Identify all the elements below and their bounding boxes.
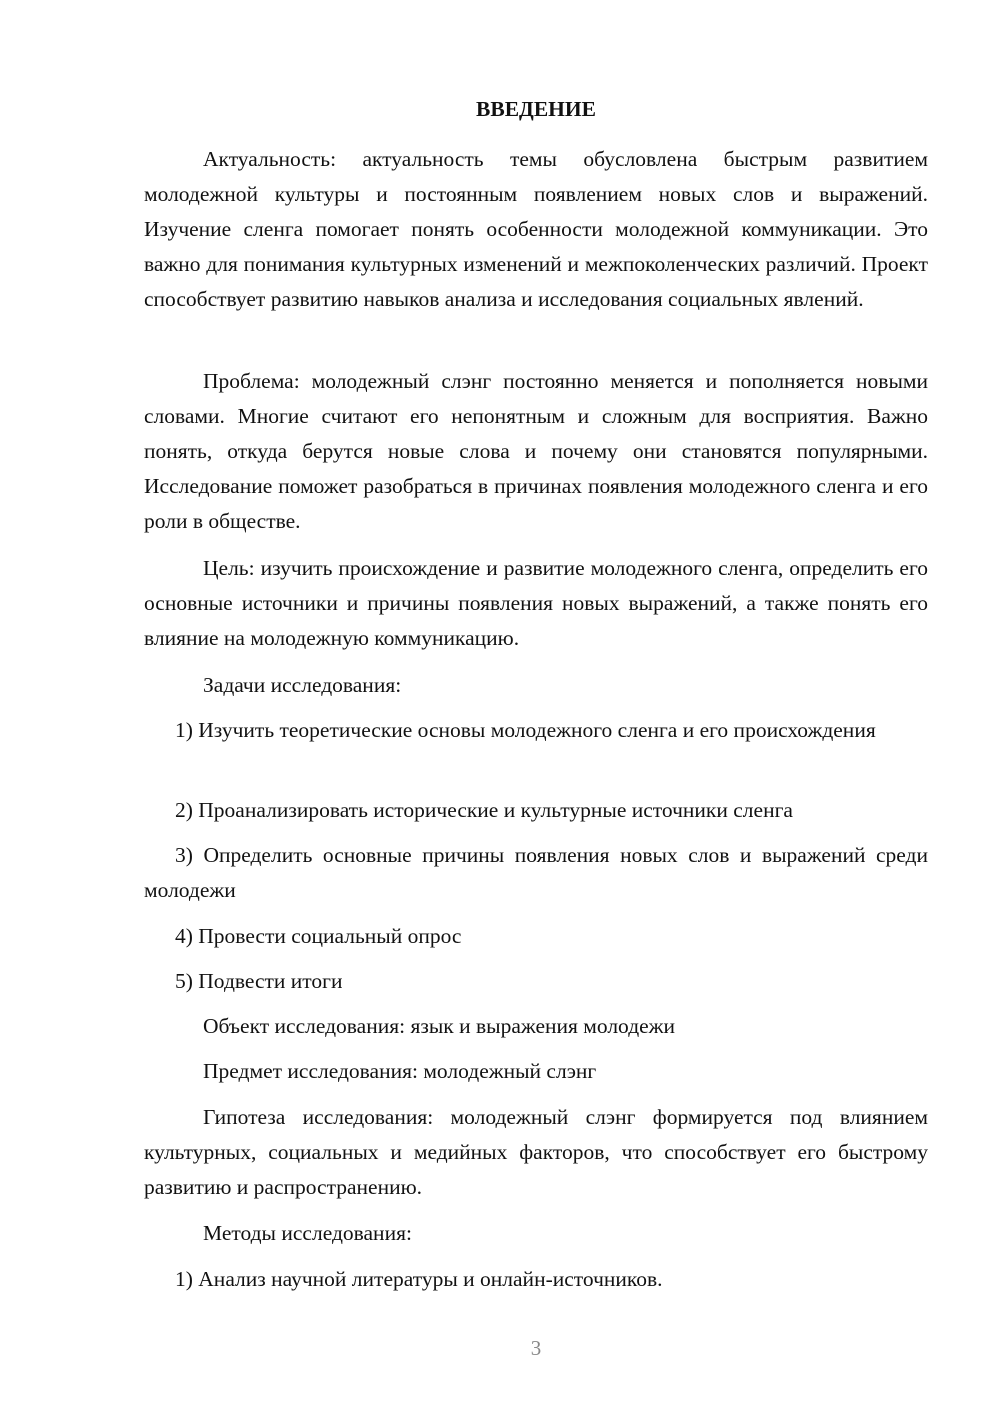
task-item: 5) Подвести итоги bbox=[175, 969, 343, 993]
page-title: ВВЕДЕНИЕ bbox=[476, 97, 596, 121]
task-item: 4) Провести социальный опрос bbox=[175, 924, 462, 948]
paragraph-object: Объект исследования: язык и выражения молодежи bbox=[203, 1014, 676, 1038]
method-item: 1) Анализ научной литературы и онлайн-источников. bbox=[175, 1267, 663, 1291]
tasks-heading: Задачи исследования: bbox=[203, 673, 402, 697]
paragraph-relevance: Актуальность: актуальность темы обусловлена быстрым развитием молодежной культуры и постоянным появлением новых слов и выражений. Изучение сленга помогает понять особенности молодежной коммуникации. Это важно для понимания культурных изменений и межпоколенческих различий. Проект способствует развитию навыков анализа и исследования социальных явлений. bbox=[144, 147, 928, 311]
task-item: 3) Определить основные причины появления новых слов и выражений среди молодежи bbox=[144, 843, 928, 902]
paragraph-hypothesis: Гипотеза исследования: молодежный слэнг формируется под влиянием культурных, социальных и медийных факторов, что способствует его быстрому развитию и распространению. bbox=[144, 1105, 928, 1199]
task-item: 1) Изучить теоретические основы молодежного сленга и его происхождения bbox=[175, 718, 876, 742]
methods-heading: Методы исследования: bbox=[203, 1221, 412, 1245]
paragraph-subject: Предмет исследования: молодежный слэнг bbox=[203, 1059, 597, 1083]
page-number: 3 bbox=[530, 1336, 542, 1360]
task-item: 2) Проанализировать исторические и культурные источники сленга bbox=[175, 798, 793, 822]
paragraph-goal: Цель: изучить происхождение и развитие молодежного сленга, определить его основные источники и причины появления новых выражений, а также понять его влияние на молодежную коммуникацию. bbox=[144, 556, 928, 650]
document-page bbox=[144, 0, 928, 1414]
paragraph-problem: Проблема: молодежный слэнг постоянно меняется и пополняется новыми словами. Многие считают его непонятным и сложным для восприятия. Важно понять, откуда берутся новые слова и почему они становятся популярными. Исследование поможет разобраться в причинах появления молодежного сленга и его роли в обществе. bbox=[144, 369, 928, 533]
